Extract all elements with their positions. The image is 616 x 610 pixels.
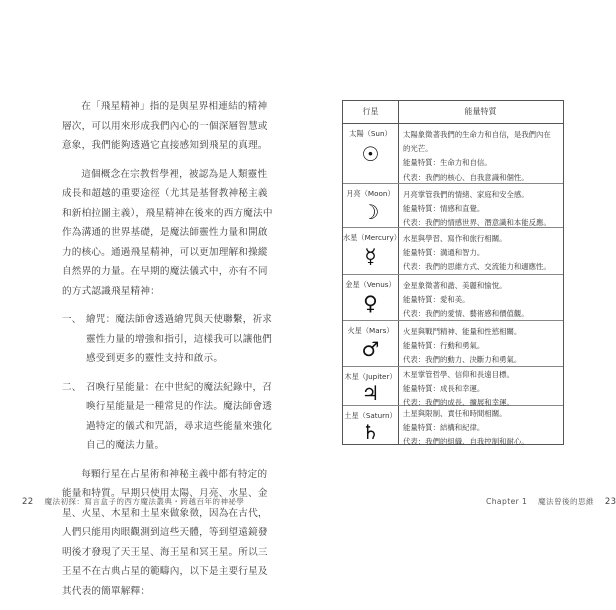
planet-name: 月亮（Moon） — [346, 189, 395, 198]
mercury-symbol-icon: ☿ — [364, 244, 377, 268]
trait-line: 水星與學習、寫作和旅行相關。 — [403, 234, 507, 243]
planet-name: 水星（Mercury） — [343, 233, 401, 242]
trait-line: 月亮掌管我們的情緒、家庭和安全感。 — [403, 190, 529, 199]
table-row-saturn — [343, 405, 563, 447]
saturn-symbol-icon: ♄ — [361, 420, 380, 444]
paragraph-1: 在「飛星精神」指的是與星界相連結的精神層次，可以用來形成我們內心的一個深層智慧或意象，我們能夠透過它直接感知到飛星的真理。 — [62, 101, 268, 151]
trait-line: 能量特質：情感和直覺。 — [403, 204, 485, 214]
list-marker: 一、 — [62, 314, 82, 325]
trait-line: 火星與戰鬥精神、能量和性慾相關。 — [403, 327, 522, 336]
chapter-label: Chapter 1 — [486, 497, 528, 506]
trait-line: 代表：我們的動力、決斷力和勇氣。 — [403, 355, 522, 365]
left-footer — [22, 496, 244, 507]
trait-line: 太陽象徵著我們的生命力和自信，是我們內在 — [403, 130, 551, 139]
right-footer — [486, 496, 616, 507]
trait-line: 代表：我們的核心、自我意識和個性。 — [403, 172, 529, 182]
list-item-text: 召喚行星能量：在中世紀的魔法紀錄中，召喚行星能量是一種常見的作法。魔法師會透過特定的儀式和咒語，尋求這些能量來強化自己的魔法力量。 — [86, 381, 273, 451]
page-number: 22 — [22, 497, 34, 507]
table-row-venus — [343, 274, 563, 321]
trait-line: 代表：我們的組織、自我控制和耐心。 — [403, 437, 529, 447]
table-row-jupiter — [343, 366, 563, 406]
planet-name: 金星（Venus） — [345, 280, 396, 289]
list-item-1 — [62, 310, 274, 369]
moon-symbol-icon: ☽ — [361, 200, 380, 224]
planet-name: 木星（Jupiter） — [344, 372, 397, 381]
trait-line: 能量特質：成長和幸運。 — [403, 384, 485, 394]
trait-line: 能量特質：愛和美。 — [403, 295, 470, 305]
trait-line: 能量特質：行動和勇氣。 — [403, 341, 485, 351]
table-row-mars — [343, 320, 563, 367]
left-page — [0, 0, 300, 597]
venus-symbol-icon: ♀ — [363, 291, 378, 315]
trait-line: 土星與限制、責任和時間相關。 — [403, 409, 507, 418]
trait-line: 的光芒。 — [403, 144, 433, 154]
trait-line: 能量特質：結構和紀律。 — [403, 423, 485, 433]
list-item-text: 繪咒：魔法師會透過繪咒與天使聯繫，祈求靈性力量的增強和指引，這樣我可以讓他們感受到更多的靈性支持和啟示。 — [86, 314, 273, 364]
header-energy-traits: 能量特質 — [464, 107, 497, 116]
list-item-2 — [62, 378, 274, 456]
header-planet: 行星 — [362, 107, 379, 116]
sun-symbol-icon: ☉ — [361, 142, 380, 166]
planet-traits — [403, 188, 559, 231]
trait-line: 能量特質：生命力和自信。 — [403, 158, 492, 168]
planet-energy-table — [342, 100, 564, 445]
planet-name: 土星（Saturn） — [344, 411, 397, 420]
running-head: 魔法初探：寫言盒子的西方魔法叢典・跨越百年的神祕學 — [44, 497, 245, 506]
trait-line: 代表：我們的愛情、藝術感和價值觀。 — [403, 309, 529, 319]
paragraph-3: 每顆行星在占星術和神秘主義中都有特定的能量和特質。早期只使用太陽、月亮、水星、金星、火星、木星和土星來做象徵，因為在古代，人們只能用肉眼觀測到這些天體，等到望遠鏡發明後才發現了天王星、海王星和冥王星。所以三王星不在古典占星的範疇內，以下是主要行星及其代表的簡單解釋： — [62, 468, 268, 597]
planet-traits — [403, 232, 559, 275]
trait-line: 木星掌管哲學、信仰和長遠目標。 — [403, 370, 514, 379]
planet-traits — [403, 279, 559, 322]
trait-line: 金星象徵著和諧、美麗和愉悅。 — [403, 281, 507, 290]
table-row-moon — [343, 183, 563, 228]
running-head: 魔法曾後的思維 — [538, 497, 595, 506]
trait-line: 代表：我們的情感世界、潛意識和本能反應。 — [403, 218, 551, 228]
list-marker: 二、 — [62, 381, 82, 393]
trait-line: 代表：我們的思維方式、交流能力和適應性。 — [403, 262, 551, 272]
trait-line: 代表：我們的成長、擴展和幸運。 — [403, 398, 514, 408]
paragraph-2: 這個概念在宗教哲學裡，被認為是人類靈性成長和超越的重要途徑（尤其是基督教神秘主義和新柏拉圖主義），飛星精神在後來的西方魔法中作為溝通的世界基礎，是魔法師靈性力量和開啟力的核心。通過飛星精神，可以更加理解和操縱自然界的力量。在早期的魔法儀式中，亦有不同的方式認識飛星精神： — [62, 168, 273, 297]
planet-traits — [403, 407, 559, 450]
table-header — [343, 101, 563, 124]
table-row-sun — [343, 123, 563, 184]
left-page-body — [62, 97, 274, 610]
planet-traits — [403, 128, 559, 185]
planet-name: 火星（Mars） — [347, 326, 394, 335]
page-number: 23 — [604, 497, 616, 507]
planet-traits — [403, 325, 559, 368]
jupiter-symbol-icon: ♃ — [361, 381, 380, 405]
trait-line: 能量特質：溝通和智力。 — [403, 248, 485, 258]
table-row-mercury — [343, 227, 563, 275]
planet-name: 太陽（Sun） — [349, 129, 392, 138]
mars-symbol-icon: ♂ — [361, 337, 380, 361]
